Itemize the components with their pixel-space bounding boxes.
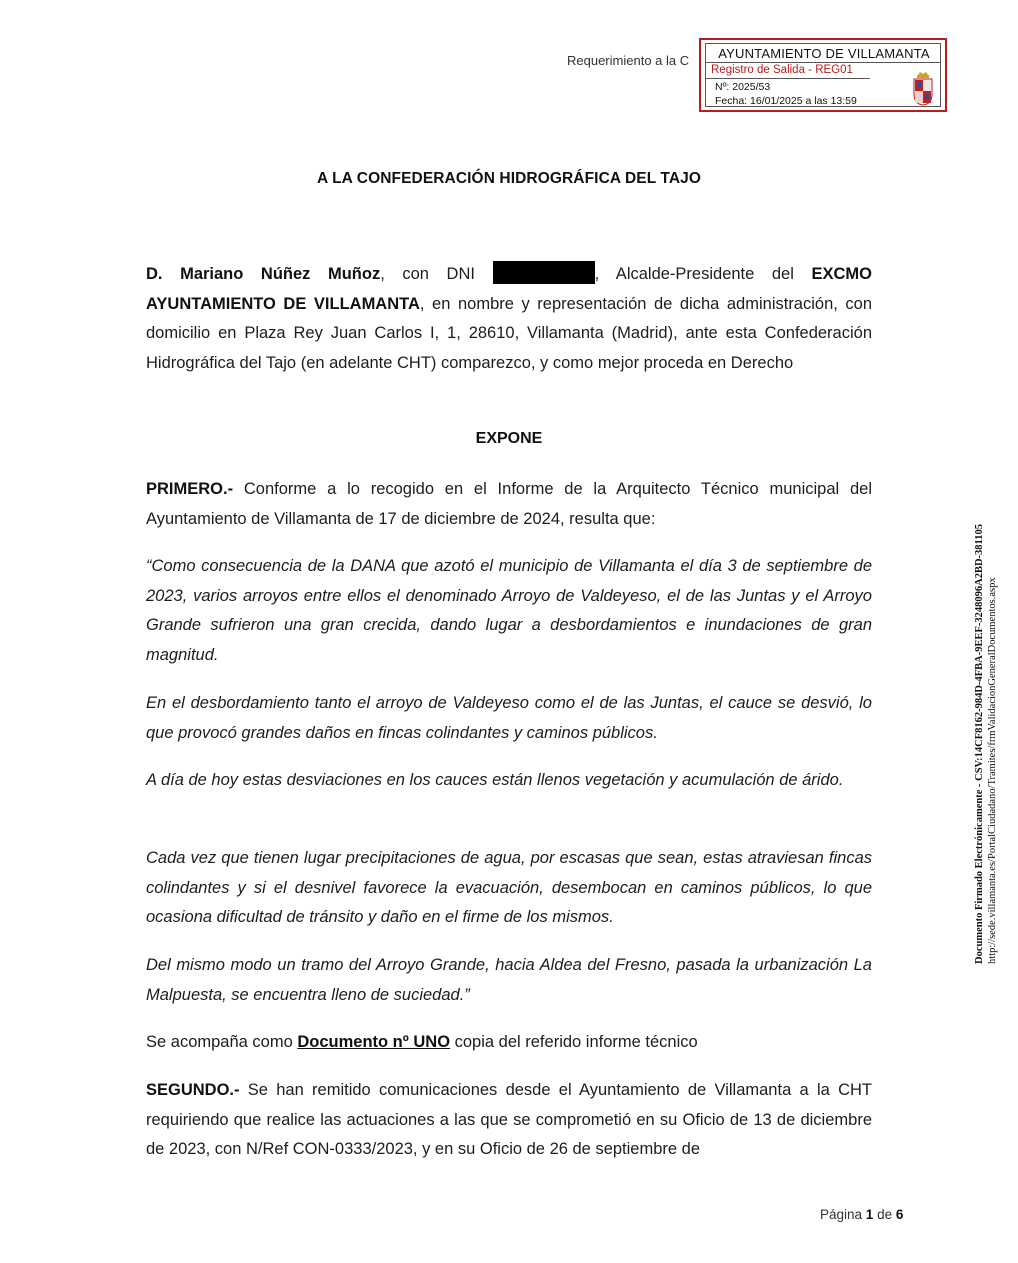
quote-text: En el desbordamiento tanto el arroyo de Valdeyeso como el de las Juntas, el cauce se desvió, lo que provocó grandes daños en fincas colindantes y caminos públicos. [146,694,872,742]
quote-paragraph [146,689,872,748]
intro-paragraph [146,260,872,379]
attachment-paragraph [146,1028,872,1058]
intro-text-2: , Alcalde-Presidente del [594,265,812,283]
quote-text: Del mismo modo un tramo del Arroyo Grande, hacia Aldea del Fresno, pasada la urbanización La Malpuesta, se encuentra lleno de suciedad.” [146,956,872,1004]
intro-text-1: , con DNI [380,265,493,283]
header-text: Requerimiento a la C [567,53,690,68]
attach-text-2: copia del referido informe técnico [450,1033,698,1051]
registry-stamp [699,38,947,112]
primero-label: PRIMERO.- [146,480,234,498]
page-number: 1 [865,1207,874,1222]
primero-text: Conforme a lo recogido en el Informe de la Arquitecto Técnico municipal del Ayuntamiento de Villamanta de 17 de diciembre de 2024, resulta que: [146,480,872,528]
quote-text: Cada vez que tienen lugar precipitaciones de agua, por escasas que sean, estas atraviesan fincas colindantes y si el desnivel favorece la evacuación, desembocan en caminos públicos, lo que ocasiona dificultad de tránsito y daño en el firme de los mismos. [146,849,872,927]
segundo-paragraph [146,1076,872,1165]
csv-line: Documento Firmado Electrónicamente - CSV:14CF8162-984D-4FBA-9EEF-3248096A2BD-381105 [974,524,985,964]
stamp-frame [705,43,941,107]
quote-paragraph [146,844,872,933]
entity-name: EXCMO AYUNTAMIENTO DE VILLAMANTA [146,265,872,313]
of-label: de [873,1207,896,1222]
segundo-text: Se han remitido comunicaciones desde el Ayuntamiento de Villamanta a la CHT requiriendo que realice las actuaciones a las que se comprometió en su Oficio de 13 de diciembre de 2023, con N/Ref CON-0333/2023, y en su Oficio de 26 de septiembre de [146,1081,872,1159]
stamp-divider [706,62,940,63]
page-total: 6 [895,1207,904,1222]
signer-name: D. Mariano Núñez Muñoz [146,265,381,283]
stamp-divider [706,78,870,79]
page-footer [820,1207,903,1222]
page-label: Página [820,1207,866,1222]
stamp-organization: AYUNTAMIENTO DE VILLAMANTA [718,46,930,61]
primero-paragraph [146,475,872,534]
quote-paragraph [146,766,872,796]
quote-text: “Como consecuencia de la DANA que azotó el municipio de Villamanta el día 3 de septiembre de 2023, varios arroyos entre ellos el denominado Arroyo de Valdeyeso, el de las Juntas y el Arroyo Grande sufrieron una gran crecida, dando lugar a desbordamientos e inundaciones de gran magnitud. [146,557,872,665]
stamp-date: Fecha: 16/01/2025 a las 13:59 [715,95,857,107]
coat-of-arms-icon [912,72,934,106]
intro-text-3: , en nombre y representación de dicha administración, con domicilio en Plaza Rey Juan Carlos I, 1, 28610, Villamanta (Madrid), ante esta Confederación Hidrográfica del Tajo (en adelante CHT) comparezco, y como mejor proceda en Derecho [146,294,872,373]
stamp-registry: Registro de Salida - REG01 [711,64,853,76]
stamp-number: Nº: 2025/53 [715,81,771,93]
quote-paragraph [146,552,872,671]
document-title: A LA CONFEDERACIÓN HIDROGRÁFICA DEL TAJO [316,170,702,187]
attachment-reference: Documento nº UNO [297,1033,451,1051]
segundo-label: SEGUNDO.- [146,1081,240,1099]
redacted-dni [493,261,595,284]
section-heading: EXPONE [475,430,543,447]
validation-url: http://sede.villamanta.es/PortalCiudadano/Tramites/frmValidacionGeneralDocumentos.aspx [987,577,998,964]
signature-sidebar [973,524,999,964]
quote-paragraph [146,951,872,1010]
attach-text-1: Se acompaña como [146,1033,298,1051]
quote-text: A día de hoy estas desviaciones en los cauces están llenos vegetación y acumulación de árido. [146,771,844,789]
